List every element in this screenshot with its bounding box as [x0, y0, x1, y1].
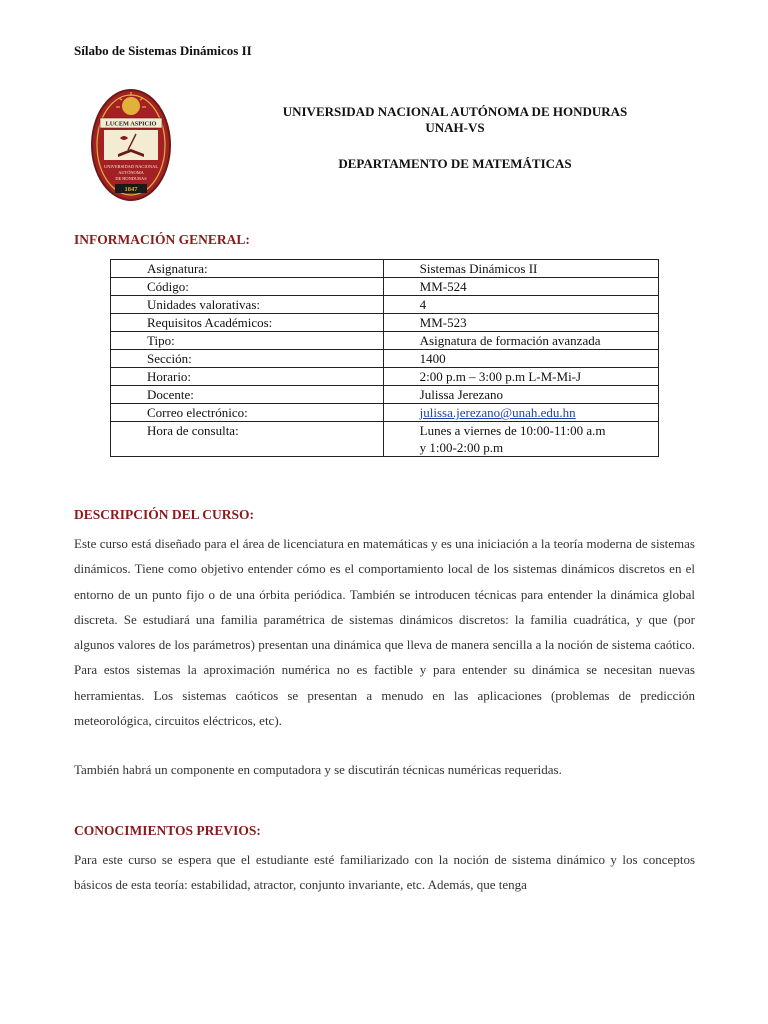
info-label: Docente: — [111, 386, 384, 404]
info-value: Sistemas Dinámicos II — [383, 260, 658, 278]
info-label: Tipo: — [111, 332, 384, 350]
seal-name-3: DE HONDURAS — [115, 176, 147, 181]
email-link[interactable]: julissa.jerezano@unah.edu.hn — [419, 405, 576, 420]
description-heading: DESCRIPCIÓN DEL CURSO: — [74, 507, 255, 522]
info-value: 2:00 p.m – 3:00 p.m L-M-Mi-J — [383, 368, 658, 386]
seal-name-2: AUTÓNOMA — [118, 170, 144, 175]
info-label: Asignatura: — [111, 260, 384, 278]
university-seal — [90, 88, 172, 202]
info-table — [110, 259, 659, 457]
info-label: Requisitos Académicos: — [111, 314, 384, 332]
table-row — [111, 296, 659, 314]
info-heading: INFORMACIÓN GENERAL: — [74, 232, 250, 247]
info-label: Horario: — [111, 368, 384, 386]
department-name: DEPARTAMENTO DE MATEMÁTICAS — [338, 156, 572, 171]
info-label: Unidades valorativas: — [111, 296, 384, 314]
description-paragraph-2: También habrá un componente en computadora y se discutirán técnicas numéricas requeridas. — [74, 762, 562, 777]
table-row — [111, 350, 659, 368]
description-paragraph: Este curso está diseñado para el área de licenciatura en matemáticas y es una iniciación a la teoría moderna de sistemas dinámicos. Tiene como objetivo entender cómo es el comportamiento local de los sistemas dinámicos discretos en el entorno de un punto fijo o de una órbita periódica. También se introducen técnicas para entender la dinámica global discreta. Se estudiará una familia paramétrica de sistemas dinámicos discretos: la familia cuadrática, y que (por algunos valores de los parámetros) presentan una dinámica que lleva de manera sencilla a la noción de sistema caótico. Para estos sistemas la aproximación numérica no es factible y para entender su dinámica se necesitan nuevas herramientas. Los sistemas caóticos se presentan a menudo en las aplicaciones (problemas de predicción meteorológica, circuitos eléctricos, etc). — [74, 536, 695, 729]
info-value: 1400 — [383, 350, 658, 368]
info-label: Código: — [111, 278, 384, 296]
info-value: MM-523 — [383, 314, 658, 332]
table-row — [111, 314, 659, 332]
seal-motto: LUCEM ASPICIO — [105, 120, 157, 128]
table-row — [111, 332, 659, 350]
prior-knowledge-heading: CONOCIMIENTOS PREVIOS: — [74, 823, 261, 838]
table-row — [111, 278, 659, 296]
campus-name: UNAH-VS — [425, 120, 485, 135]
consult-hours-line-1: Lunes a viernes de 10:00-11:00 a.m — [419, 423, 606, 438]
info-value: Asignatura de formación avanzada — [383, 332, 658, 350]
seal-year: 1847 — [124, 186, 138, 193]
table-row — [111, 368, 659, 386]
table-row — [111, 260, 659, 278]
seal-name-1: UNIVERSIDAD NACIONAL — [103, 164, 159, 169]
info-value: 4 — [383, 296, 658, 314]
consult-hours-line-2: y 1:00-2:00 p.m — [419, 440, 504, 455]
info-value: Julissa Jerezano — [383, 386, 658, 404]
info-value: MM-524 — [383, 278, 658, 296]
info-label: Correo electrónico: — [111, 404, 384, 422]
table-row — [111, 386, 659, 404]
university-name: UNIVERSIDAD NACIONAL AUTÓNOMA DE HONDURAS — [282, 104, 628, 119]
table-row — [111, 404, 659, 422]
info-label: Hora de consulta: — [111, 422, 384, 457]
info-value — [383, 422, 658, 457]
table-row — [111, 422, 659, 457]
document-header: Sílabo de Sistemas Dinámicos II — [74, 43, 252, 58]
info-label: Sección: — [111, 350, 384, 368]
prior-knowledge-paragraph: Para este curso se espera que el estudiante esté familiarizado con la noción de sistema dinámico y los conceptos básicos de esta teoría: estabilidad, atractor, conjunto invariante, etc. Además, que tenga — [74, 852, 695, 893]
info-value — [383, 404, 658, 422]
university-block — [200, 104, 710, 172]
